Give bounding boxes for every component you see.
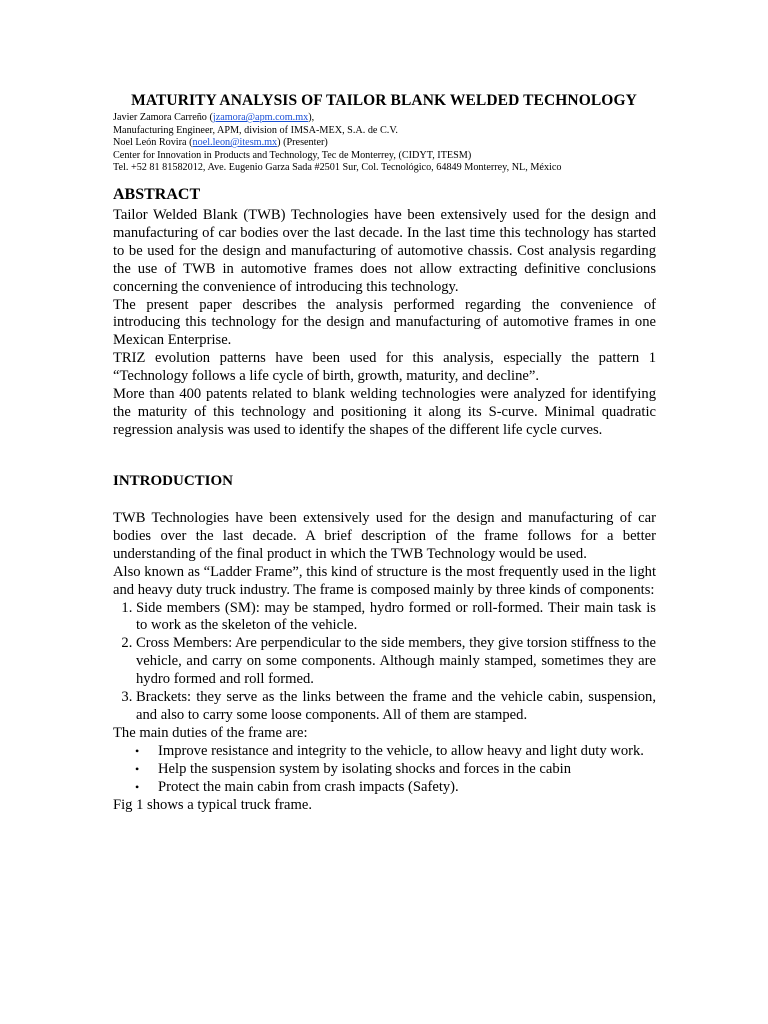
bullet-icon: •: [135, 743, 140, 758]
bullet-icon: •: [135, 779, 140, 794]
abstract-body: [113, 207, 656, 440]
list-item: 3. Brackets: they serve as the links between the frame and the vehicle cabin, suspension, and also to carry some loose components. All of them are stamped.: [136, 689, 656, 725]
figure-reference: Fig 1 shows a typical truck frame.: [113, 796, 312, 813]
author-1-name: Javier Zamora Carreño (: [113, 112, 213, 123]
list-item: 1. Side members (SM): may be stamped, hydro formed or roll-formed. Their main task is to work as the skeleton of the vehicle.: [136, 600, 656, 636]
duties-list: [113, 743, 656, 797]
duty-text: Improve resistance and integrity to the vehicle, to allow heavy and light duty work.: [158, 742, 644, 759]
list-item: [135, 778, 656, 797]
author-1-end: ),: [308, 112, 315, 123]
author-2-email-link[interactable]: noel.leon@itesm.mx: [192, 137, 278, 148]
list-item: [135, 760, 656, 779]
intro-paragraph: Also known as “Ladder Frame”, this kind of structure is the most frequently used in the light and heavy duty truck industry. The frame is composed mainly by three kinds of components:: [113, 563, 656, 598]
list-item: [135, 742, 656, 761]
abstract-paragraph: Tailor Welded Blank (TWB) Technologies have been extensively used for the design and manufacturing of car bodies over the last decade. In the last time this technology has started to be used for the design and manufacturing of automotive chassis. Cost analysis regarding the use of TWB in automotive frames does not allow extracting definitive conclusions concerning the convenience of introducing this technology.: [113, 207, 656, 295]
author-block: [113, 112, 673, 175]
author-2-end: ) (Presenter): [277, 137, 328, 148]
intro-paragraph: TWB Technologies have been extensively used for the design and manufacturing of car bodies over the last decade. A brief description of the frame follows for a better understanding of the final product in which the TWB Technology would be used.: [113, 510, 656, 562]
author-1-email-link[interactable]: jzamora@apm.com.mx: [212, 112, 309, 123]
introduction-heading: INTRODUCTION: [113, 473, 234, 489]
duty-text: Help the suspension system by isolating shocks and forces in the cabin: [158, 760, 572, 777]
duty-text: Protect the main cabin from crash impacts (Safety).: [158, 778, 459, 795]
abstract-paragraph: More than 400 patents related to blank welding technologies were analyzed for identifying the maturity of this technology and positioning it along its S-curve. Minimal quadratic regression analysis was used to identify the shapes of the different life cycle curves.: [113, 386, 656, 438]
author-line-3: [113, 137, 673, 150]
duties-intro: The main duties of the frame are:: [113, 724, 308, 741]
author-line-1: [113, 112, 673, 125]
abstract-heading: ABSTRACT: [113, 186, 201, 203]
author-line-4: Center for Innovation in Products and Technology, Tec de Monterrey, (CIDYT, ITESM): [113, 149, 472, 161]
paper-title: MATURITY ANALYSIS OF TAILOR BLANK WELDED TECHNOLOGY: [131, 92, 637, 109]
list-item: 2. Cross Members: Are perpendicular to the side members, they give torsion stiffness to the vehicle, and carry on some components. Although mainly stamped, sometimes they are hydro formed and roll formed.: [136, 635, 656, 689]
author-line-5: Tel. +52 81 81582012, Ave. Eugenio Garza Sada #2501 Sur, Col. Tecnológico, 64849 Monterrey, NL, México: [113, 162, 562, 173]
author-2-name: Noel León Rovira (: [113, 137, 193, 148]
abstract-paragraph: The present paper describes the analysis performed regarding the convenience of introducing this technology for the design and manufacturing of automotive frames in one Mexican Enterprise.: [113, 296, 656, 349]
introduction-body: [113, 510, 656, 814]
components-list: [113, 600, 656, 725]
bullet-icon: •: [135, 761, 140, 776]
author-line-2: Manufacturing Engineer, APM, division of IMSA-MEX, S.A. de C.V.: [113, 124, 398, 136]
abstract-paragraph: TRIZ evolution patterns have been used for this analysis, especially the pattern 1 “Technology follows a life cycle of birth, growth, maturity, and decline”.: [113, 350, 656, 385]
